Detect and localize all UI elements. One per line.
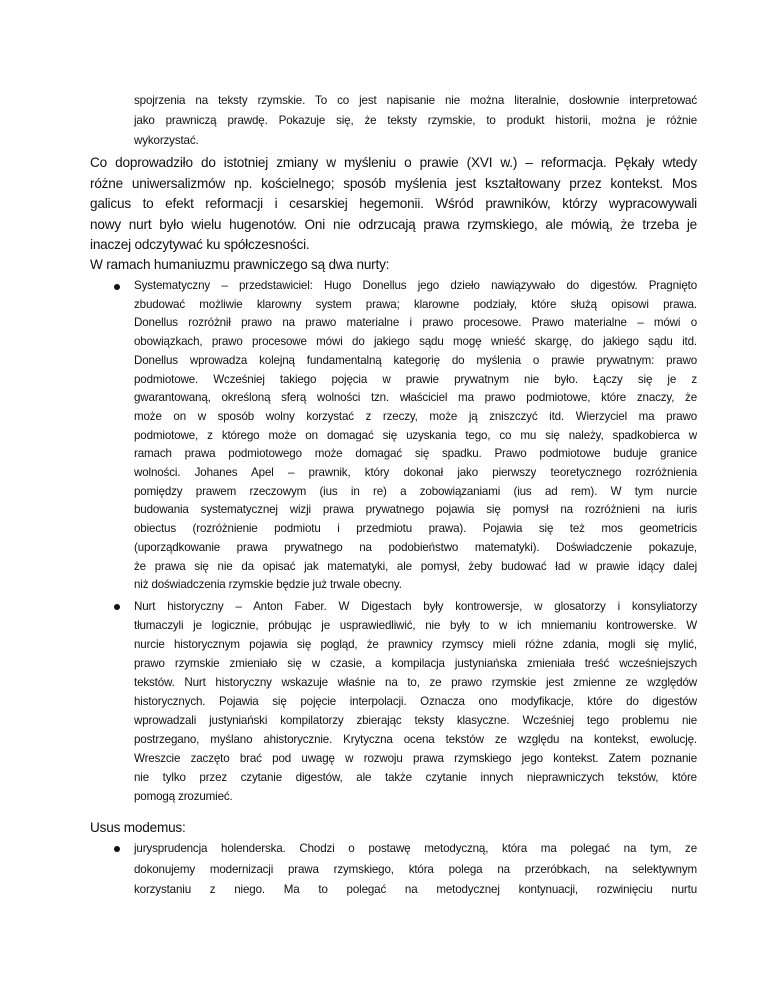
text-line: Systematyczny – przedstawiciel: Hugo Donellus jego dzieło nawiązywało do digestów. Pragnięto xyxy=(134,279,697,292)
text-line: historycznych. Pojawia się pojęcie interpolacji. Oznacza ono modyfikacje, które do digestów xyxy=(134,695,697,708)
paragraph-reformation xyxy=(90,153,697,256)
text-line: inaczej odczytywać ku spółczesności. xyxy=(90,237,310,253)
text-line: nowy nurt było wielu hugenotów. Oni nie odrzucają prawa rzymskiego, ale mówią, że trzeba je xyxy=(90,216,697,232)
text-line: Donellus rozróżnił prawo na prawo materialne i prawo procesowe. Prawo materialne – mówi o xyxy=(134,316,697,330)
heading-humanism-trends: W ramach humaniuzmu prawniczego są dwa nurty: xyxy=(90,257,390,272)
bullet-marker xyxy=(114,284,120,290)
text-line: różne uniwersalizmów np. kościelnego; sposób myślenia jest kształtowany przez kontekst. Mos xyxy=(90,175,697,191)
text-line: obowiązkach, prawo procesowe mówi do jakiego sądu mogę wnieść skargę, do jakiego sądu itd. xyxy=(134,335,697,349)
bullet-marker xyxy=(114,846,120,852)
bullet-systematic-trend xyxy=(134,277,697,595)
text-line: budowania systematycznej wizji prawa prywatnego pojawia się pomysł na rozróżnieni na iuris xyxy=(134,503,697,517)
text-line: postrzegano, myślano ahistorycznie. Krytyczna ocena tekstów ze względu na kontekst, ewolucję. xyxy=(134,733,697,746)
text-line: ramach prawa podmiotowego może domagać się spadku. Prawo podmiotowe buduje granice xyxy=(134,447,697,461)
text-line: nie tylko przez czytanie digestów, ale także czytanie innych nieprawniczych tekstów, które xyxy=(134,771,697,784)
text-line: może on w sposób wolny korzystać z rzeczy, może ją zniszczyć itd. Wierzyciel ma prawo xyxy=(134,409,697,423)
text-line: tłumaczyli je logicznie, próbując je usprawiedliwić, nie były to w ich mniemaniu kontrowerske. W xyxy=(134,619,697,632)
text-line: jurysprudencja holenderska. Chodzi o postawę metodyczną, która ma polegać na tym, ze xyxy=(134,842,697,855)
text-line: zbudować możliwie klarowny system prawa; klarowne podziały, które służą opisowi prawa. xyxy=(134,297,697,311)
paragraph-intro-continuation xyxy=(134,91,697,151)
text-line: korzystaniu z niego. Ma to polegać na metodycznej kontynuacji, rozwinięciu nurtu xyxy=(134,883,697,896)
text-line: tekstów. Nurt historyczny wskazuje właśnie na to, ze prawo rzymskie jest zmienne ze względów xyxy=(134,676,697,689)
bullet-dutch-jurisprudence xyxy=(134,839,697,901)
text-line: nurcie historycznym pojawia się pogląd, że prawnicy rzymscy mieli różne zdania, mogli się mylić, xyxy=(134,638,697,651)
text-line: pomiędzy prawem rzeczowym (ius in re) a zobowiązaniami (ius ad rem). W tym nurcie xyxy=(134,484,697,498)
text-line: gwarantowaną, określoną sferą wolności tzn. właściciel ma prawo podmiotowe, które znaczy, że xyxy=(134,391,697,405)
text-line: jako prawniczą prawdę. Pokazuje się, że teksty rzymskie, to produkt historii, można je różnie xyxy=(134,114,697,127)
text-line: spojrzenia na teksty rzymskie. To co jest napisanie nie można literalnie, dosłownie interpretować xyxy=(134,94,697,107)
text-line: podmiotowe. Wcześniej takiego pojęcia w prawie prywatnym nie było. Łączy się je z xyxy=(134,372,697,386)
text-line: Wreszcie zaczęto brać pod uwagę w rozwoju prawa rzymskiego jego kontekst. Zatem poznanie xyxy=(134,752,697,765)
text-line: Donellus wprowadza kolejną fundamentalną kategorię do myślenia o prawie prywatnym: prawo xyxy=(134,353,697,367)
text-line: (uporządkowanie prawa prywatnego na podobieństwo matematyki). Doświadczenie pokazuje, xyxy=(134,540,697,554)
text-line: wykorzystać. xyxy=(134,134,199,147)
bullet-marker xyxy=(114,604,120,610)
text-line: podmiotowe, z którego może on domagać się uzyskania tego, co mu się należy, spadkobierca w xyxy=(134,428,697,442)
text-line: prawo rzymskie zmieniało się w czasie, a kompilacja justyniańska zmieniała treść wcześniejszych xyxy=(134,657,697,670)
text-line: Co doprowadziło do istotniej zmiany w myśleniu o prawie (XVI w.) – reformacja. Pękały wtedy xyxy=(90,155,697,170)
text-line: wprowadzali justyniański kompilatorzy zbierając teksty klasyczne. Wcześniej tego problemu nie xyxy=(134,714,697,727)
heading-usus-modernus: Usus modemus: xyxy=(90,820,186,835)
text-line: że prawa się nie da opisać jak matematyki, ale pomysł, żeby budować ład w prawie idący dalej xyxy=(134,559,697,573)
text-line: Nurt historyczny – Anton Faber. W Digestach były kontrowersje, w glosatorzy i konsyliatorzy xyxy=(134,600,697,613)
text-line: dokonujemy modernizacji prawa rzymskiego, która polega na przeróbkach, na selektywnym xyxy=(134,862,697,876)
text-line: pomogą zrozumieć. xyxy=(134,790,233,803)
text-line: niż doświadczenia rzymskie będzie już trwale obecny. xyxy=(134,578,402,592)
bullet-historical-trend xyxy=(134,597,697,806)
text-line: galicus to efekt reformacji i cesarskiej hegemonii. Wśród prawników, którzy wypracowywali xyxy=(90,196,697,212)
text-line: obiectus (rozróżnienie podmiotu i przedmiotu prawa). Pojawia się też mos geometricis xyxy=(134,522,697,536)
text-line: wolności. Johanes Apel – prawnik, który dokonał jako pierwszy teoretycznego rozróżnienia xyxy=(134,466,697,480)
